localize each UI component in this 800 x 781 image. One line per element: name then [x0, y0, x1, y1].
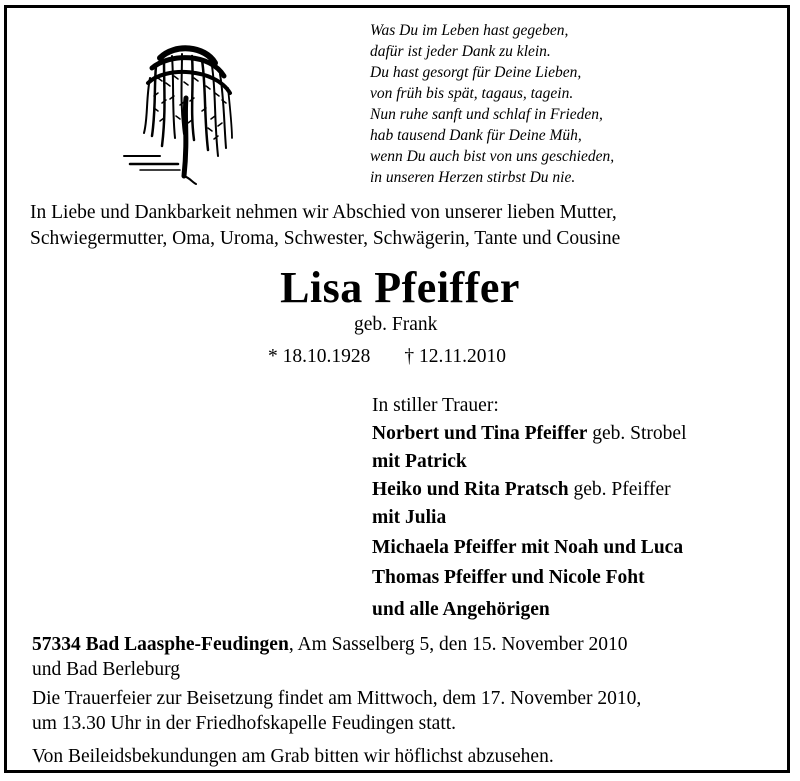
poem-line: Was Du im Leben hast gegeben,	[370, 22, 569, 39]
mourner-entry: mit Julia	[372, 507, 447, 528]
condolence-note: Von Beileidsbekundungen am Grab bitten wir höflichst abzusehen.	[32, 746, 554, 767]
mourner-entry: und alle Angehörigen	[372, 599, 550, 620]
deceased-name: Lisa Pfeiffer	[280, 263, 520, 312]
poem-line: Du hast gesorgt für Deine Lieben,	[370, 64, 582, 81]
funeral-service-info	[32, 686, 772, 736]
town: 57334 Bad Laasphe-Feudingen	[32, 634, 289, 655]
mourner-entry	[372, 420, 782, 448]
intro-line: In Liebe und Dankbarkeit nehmen wir Abschied von unserer lieben Mutter,	[30, 202, 617, 223]
poem-line: dafür ist jeder Dank zu klein.	[370, 43, 551, 60]
mourner-names: Norbert und Tina Pfeiffer	[372, 423, 588, 444]
poem-block	[370, 20, 770, 188]
mourners-heading: In stiller Trauer:	[372, 395, 499, 416]
place-line-2: und Bad Berleburg	[32, 659, 181, 680]
mourner-entry: Michaela Pfeiffer mit Noah und Luca	[372, 537, 684, 558]
maiden-name: geb. Frank	[354, 314, 438, 335]
birth-date: * 18.10.1928	[268, 346, 371, 367]
mourners-list	[372, 392, 782, 624]
poem-line: Nun ruhe sanft und schlaf in Frieden,	[370, 106, 603, 123]
mourner-entry: Thomas Pfeiffer und Nicole Foht	[372, 567, 645, 588]
service-line: um 13.30 Uhr in der Friedhofskapelle Feudingen statt.	[32, 713, 457, 734]
service-line: Die Trauerfeier zur Beisetzung findet am Mittwoch, dem 17. November 2010,	[32, 688, 642, 709]
poem-line: in unseren Herzen stirbst Du nie.	[370, 169, 576, 186]
mourner-names: Heiko und Rita Pratsch	[372, 479, 569, 500]
place-and-date	[32, 632, 772, 682]
mourner-maiden: geb. Strobel	[587, 423, 687, 444]
intro-text	[30, 200, 770, 252]
mourner-entry: mit Patrick	[372, 451, 467, 472]
life-dates	[268, 344, 506, 370]
poem-line: von früh bis spät, tagaus, tagein.	[370, 85, 574, 102]
poem-line: hab tausend Dank für Deine Müh,	[370, 127, 582, 144]
willow-tree-icon	[120, 38, 240, 188]
death-date: † 12.11.2010	[404, 346, 507, 367]
address-date: , Am Sasselberg 5, den 15. November 2010	[288, 634, 628, 655]
mourner-maiden: geb. Pfeiffer	[568, 479, 671, 500]
poem-line: wenn Du auch bist von uns geschieden,	[370, 148, 615, 165]
mourner-entry	[372, 476, 782, 504]
intro-line: Schwiegermutter, Oma, Uroma, Schwester, Schwägerin, Tante und Cousine	[30, 228, 621, 249]
place-line	[32, 632, 772, 657]
